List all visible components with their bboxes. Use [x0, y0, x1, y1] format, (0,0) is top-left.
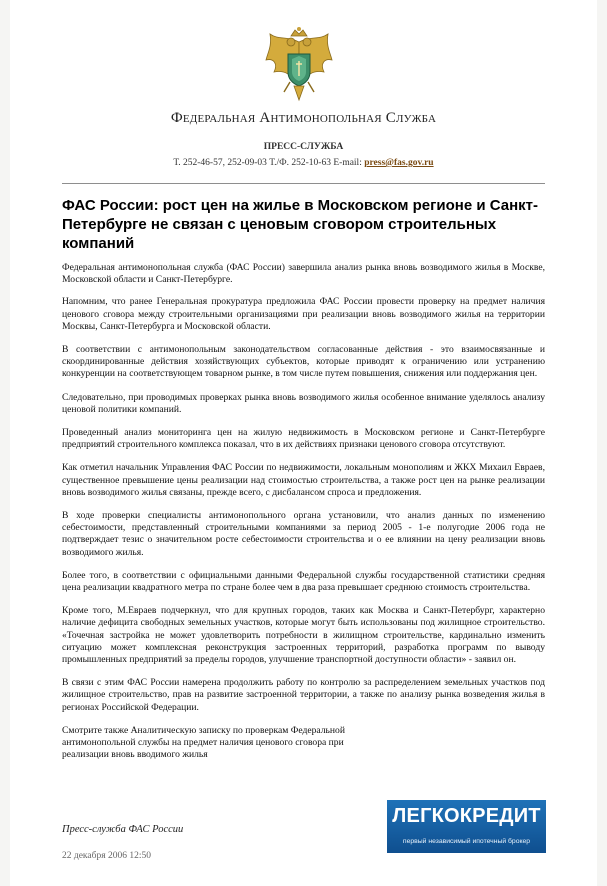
paragraph: Проведенный анализ мониторинга цен на жилую недвижимость в Московском регионе и Санкт-Петербурге предприятий строительного комплекса показал, что в их действиях признаки ценового сговора отсутствуют. [62, 427, 545, 451]
double-headed-eagle-emblem-icon [260, 26, 338, 106]
paragraph: Следовательно, при проводимых проверках рынка вновь возводимого жилья особенное внимание уделялось анализу ценовой политики компаний. [62, 391, 545, 415]
paragraph: Как отметил начальник Управления ФАС России по недвижимости, локальным монополиям и ЖКХ Михаил Евраев, существенное превышение цены реализации над стоимостью строительства, а также рост цен на рынке реализации вновь возводимого жилья связаны, прежде всего, с дисбалансом спроса и предложения. [62, 462, 545, 498]
email-link[interactable]: press@fas.gov.ru [364, 158, 434, 168]
paragraph: В связи с этим ФАС России намерена продолжить работу по контролю за распределением земельных участков под жилищное строительство, прав на развитие застроенной территории, а также по анализу рынка возведения жилья в регионах Российской Федерации. [62, 677, 545, 713]
article-signature: Пресс-служба ФАС России [62, 824, 184, 835]
paragraph: Федеральная антимонопольная служба (ФАС России) завершила анализ рынка вновь возводимого жилья в Москве, Московской области и Санкт-Петербурге. [62, 262, 545, 286]
paragraph-see-also: Смотрите также Аналитическую записку по проверкам Федеральной антимонопольной службы на предмет наличия ценового сговора при реализации вновь вводимого жилья [62, 724, 345, 761]
agency-name: Федеральная Антимонопольная Служба [170, 110, 437, 126]
contacts-phones: Т. 252-46-57, 252-09-03 Т./Ф. 252-10-63 E-mail: [173, 158, 365, 168]
legkokredit-banner[interactable] [387, 800, 546, 853]
press-service-label: ПРЕСС-СЛУЖБА [263, 142, 344, 152]
paragraph: Более того, в соответствии с официальными данными Федеральной службы государственной статистики средняя цена реализации квадратного метра по стране более чем в два раза превышает среднюю стоимость строительства. [62, 569, 545, 594]
contacts-line [0, 158, 607, 168]
paragraph: Кроме того, М.Евраев подчеркнул, что для крупных городов, таких как Москва и Санкт-Петербург, характерно наличие дефицита свободных земельных участков, которые могут быть использованы под жилищное строительство. «Точечная застройка не может удовлетворить потребности в жилищном строительстве, кардинально изменить ситуацию может комплексная реконструкция застроенных территорий, разработка программ по выводу промышленных предприятий за пределы городов, улучшение транспортной доступности области» - заявил он. [62, 605, 545, 666]
article-body [62, 262, 545, 762]
banner-brand: ЛЕГКОКРЕДИТ [392, 805, 541, 827]
banner-tagline: первый независимый ипотечный брокер [402, 838, 531, 845]
paragraph: В ходе проверки специалисты антимонопольного органа установили, что анализ данных по изменению себестоимости, представленный строительными компаниями за период 2005 - 1-е полугодие 2006 года не подтверждает тезис о значительном росте себестоимости строительства и о ее влиянии на цену реализации вновь возводимого жилья. [62, 510, 545, 558]
article-date: 22 декабря 2006 12:50 [62, 851, 151, 861]
paragraph: В соответствии с антимонопольным законодательством согласованные действия - это взаимосвязанные и скоординированные действия хозяйствующих субъектов, которые приводят к ограничению или устранению конкуренции на соответствующем товарном рынке, в том числе путем повышения, снижения или поддержания цен. [62, 344, 545, 380]
article-title: ФАС России: рост цен на жилье в Московском регионе и Санкт-Петербурге не связан с ценовым сговором строительных компаний [62, 197, 538, 252]
paragraph: Напомним, что ранее Генеральная прокуратура предложила ФАС России провести проверку на предмет наличия ценового сговора между строительными организациями при реализации вновь возводимого жилья на территории Москвы, Санкт-Петербурга и Московской области. [62, 296, 545, 332]
header-divider [62, 183, 545, 184]
